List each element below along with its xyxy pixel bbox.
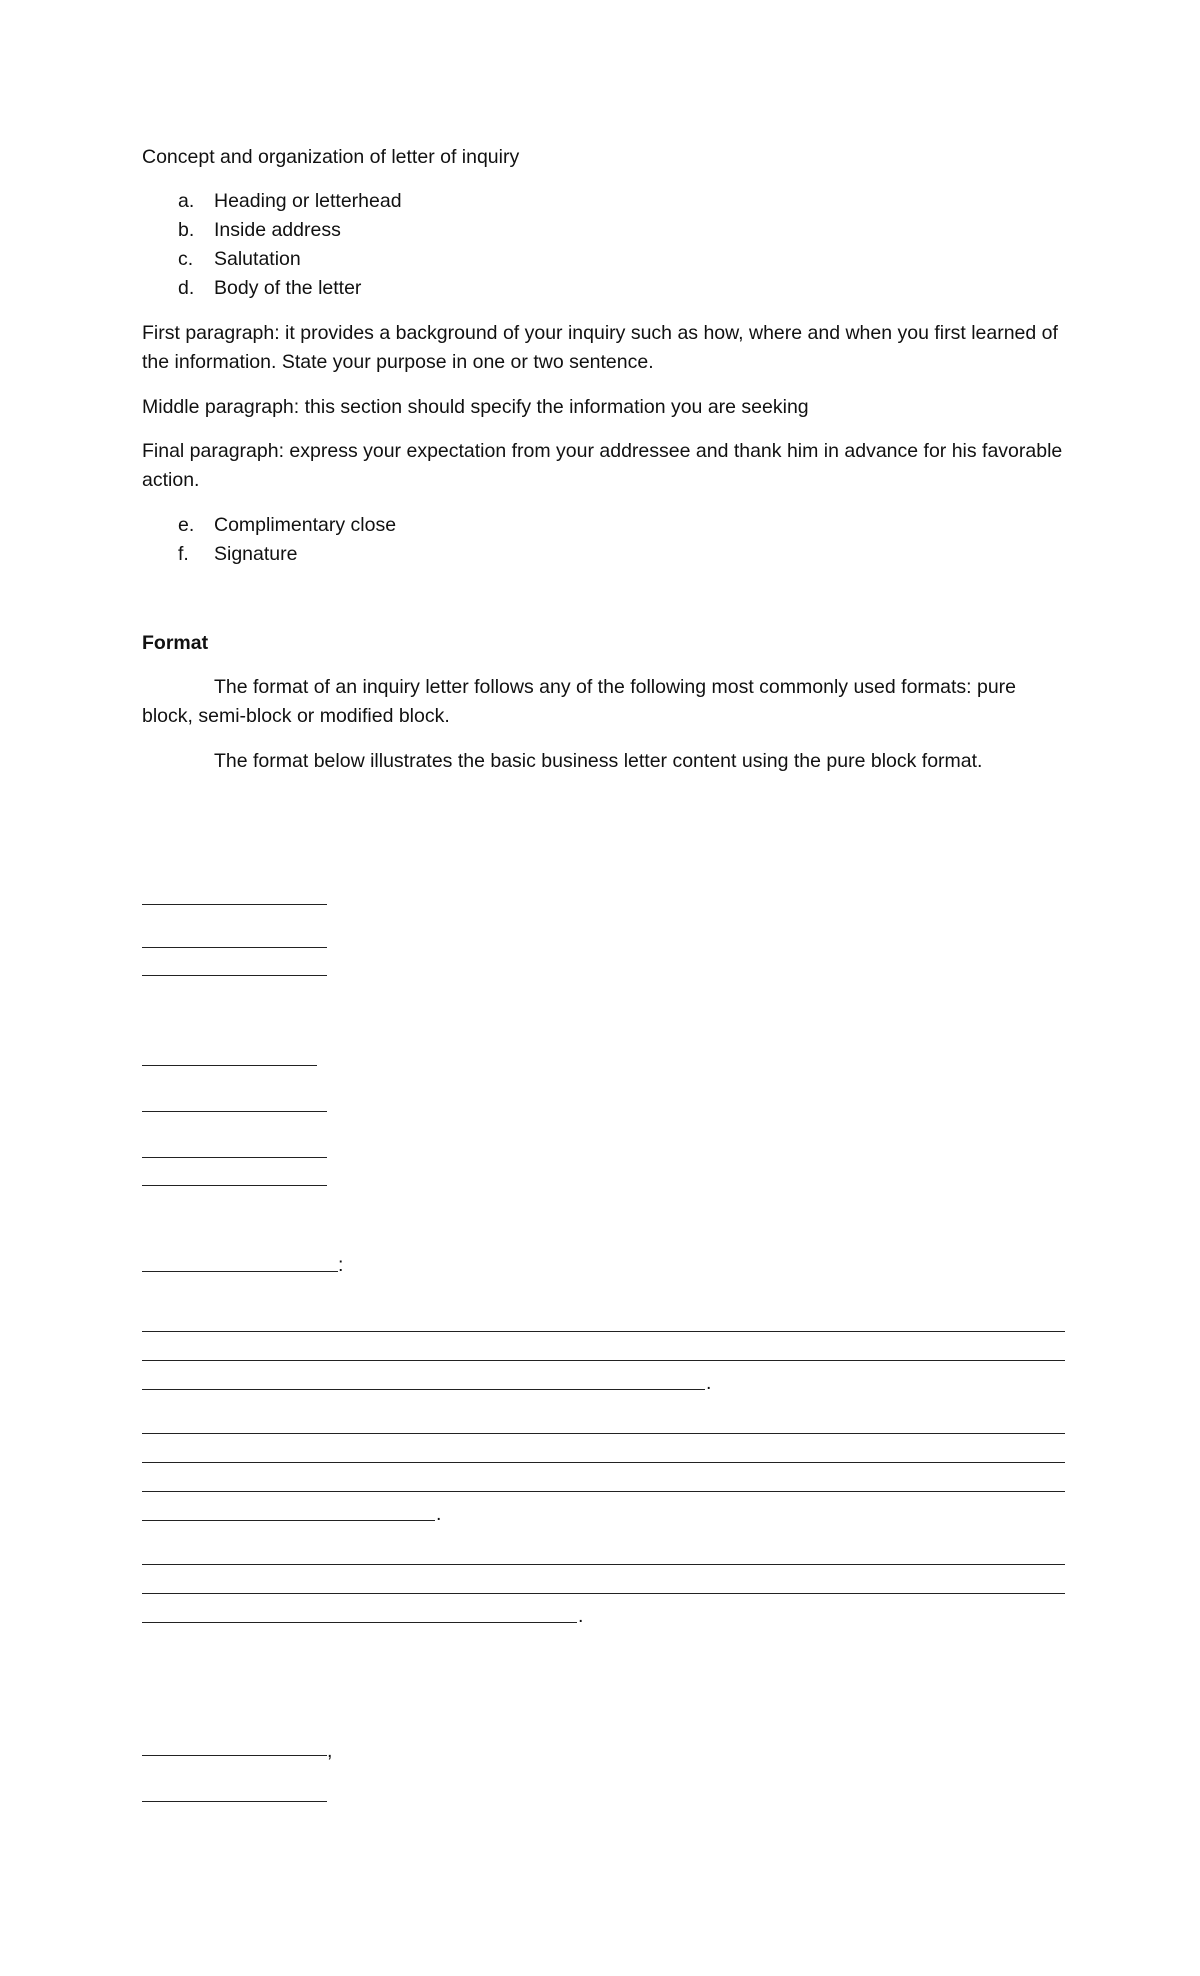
list-marker: e. xyxy=(178,514,195,536)
period: . xyxy=(706,1372,712,1394)
blank-line xyxy=(142,1801,327,1802)
blank-line xyxy=(142,1491,1065,1492)
blank-line xyxy=(142,1111,327,1112)
format-heading: Format xyxy=(142,632,209,654)
blank-line xyxy=(142,975,327,976)
list-marker: b. xyxy=(178,219,195,241)
salutation-colon: : xyxy=(338,1254,344,1276)
blank-line xyxy=(142,947,327,948)
blank-line xyxy=(142,1271,338,1272)
blank-line xyxy=(142,1520,435,1521)
blank-line xyxy=(142,1622,577,1623)
blank-line xyxy=(142,1389,705,1390)
blank-line xyxy=(142,1755,327,1756)
first-paragraph: First paragraph: it provides a background of your inquiry such as how, where and when you first learned of the information. State your purpose in one or two sentence. xyxy=(142,322,1058,373)
blank-line xyxy=(142,1185,327,1186)
blank-line xyxy=(142,1360,1065,1361)
intro-heading: Concept and organization of letter of inquiry xyxy=(142,146,520,168)
blank-line xyxy=(142,1593,1065,1594)
close-comma: , xyxy=(327,1740,333,1762)
final-paragraph: Final paragraph: express your expectation from your addressee and thank him in advance for his favorable action. xyxy=(142,440,1063,491)
period: . xyxy=(578,1605,584,1627)
list-marker: c. xyxy=(178,248,194,270)
blank-line xyxy=(142,1462,1065,1463)
list-marker: a. xyxy=(178,190,195,212)
blank-line xyxy=(142,1433,1065,1434)
format-paragraph-1: The format of an inquiry letter follows any of the following most commonly used formats: pure block, semi-block or modified block. xyxy=(142,676,1017,727)
blank-line xyxy=(142,1564,1065,1565)
list-text: Body of the letter xyxy=(214,277,362,299)
list-text: Inside address xyxy=(214,219,341,241)
blank-line xyxy=(142,904,327,905)
format-paragraph-2: The format below illustrates the basic business letter content using the pure block format. xyxy=(214,750,983,772)
list-marker: f. xyxy=(178,543,189,565)
period: . xyxy=(436,1503,442,1525)
middle-paragraph: Middle paragraph: this section should specify the information you are seeking xyxy=(142,396,809,418)
blank-line xyxy=(142,1157,327,1158)
list-text: Complimentary close xyxy=(214,514,397,536)
list-text: Signature xyxy=(214,543,298,565)
blank-line xyxy=(142,1065,317,1066)
blank-line xyxy=(142,1331,1065,1332)
list-text: Heading or letterhead xyxy=(214,190,402,212)
list-marker: d. xyxy=(178,277,195,299)
list-text: Salutation xyxy=(214,248,301,270)
